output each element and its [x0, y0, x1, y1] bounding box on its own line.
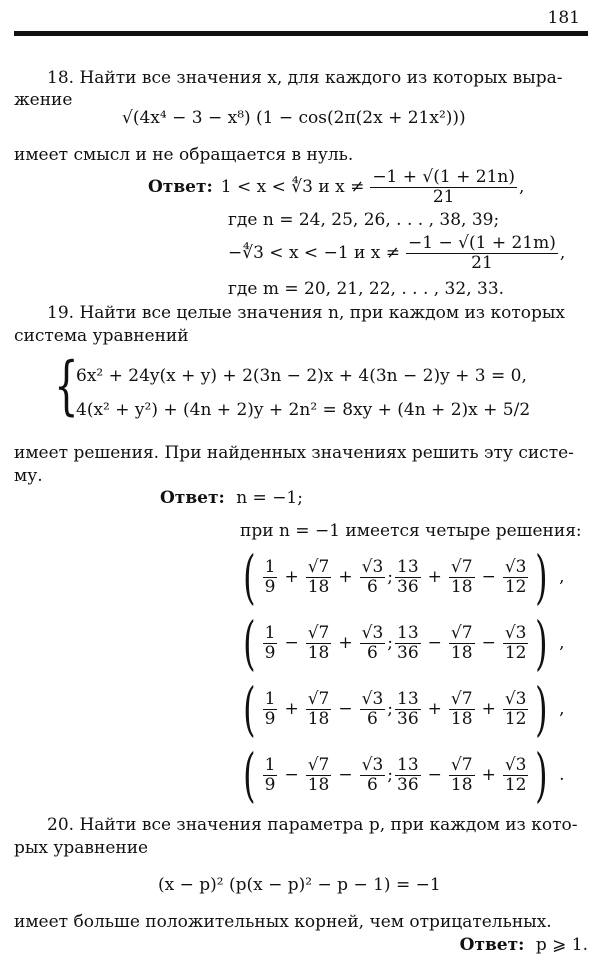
sign: − [427, 633, 442, 653]
fraction-13-36: $\frac{13}{36}$ [397, 688, 419, 729]
p19-answer [160, 488, 303, 508]
p18-intro-line1: 18. Найти все значения x, для каждого из которых выра- [47, 68, 563, 88]
fraction-1-9: $\frac{1}{9}$ [264, 622, 276, 663]
close-paren: ) [535, 543, 549, 611]
row-end: , [559, 633, 565, 653]
fraction-sqrt7-18: $\frac{√7}{18}$ [450, 688, 473, 729]
fraction-sqrt3-12: $\frac{√3}{12}$ [504, 556, 527, 597]
header-rule [14, 31, 588, 36]
p20-equation: (x − p)² (p(x − p)² − p − 1) = −1 [158, 875, 441, 895]
p18-answer-2-num: −1 − √(1 + 21m) [408, 233, 556, 253]
sign: + [284, 567, 299, 587]
solution-row [238, 675, 565, 743]
p19-answer-value: n = −1; [236, 488, 303, 508]
fraction-sqrt7-18: $\frac{√7}{18}$ [450, 622, 473, 663]
fraction-sqrt3-6: $\frac{√3}{6}$ [361, 754, 384, 795]
sign: + [284, 699, 299, 719]
separator: ; [387, 567, 394, 587]
sign: − [284, 765, 299, 785]
p18-answer-1-num: −1 + √(1 + 21n) [372, 167, 515, 187]
sign: + [481, 765, 496, 785]
fraction-sqrt3-6: $\frac{√3}{6}$ [361, 622, 384, 663]
p18-answer-2-where: где m = 20, 21, 22, . . . , 32, 33. [228, 279, 505, 299]
solution-row [238, 543, 565, 611]
p18-answer-2-fraction [406, 234, 558, 272]
fraction-13-36: $\frac{13}{36}$ [397, 556, 419, 597]
sign: − [338, 699, 353, 719]
fraction-1-9: $\frac{1}{9}$ [264, 556, 276, 597]
p19-intro-line1: 19. Найти все целые значения n, при каждом из которых [47, 303, 565, 323]
fraction-sqrt3-12: $\frac{√3}{12}$ [504, 688, 527, 729]
left-brace: { [54, 349, 79, 423]
fraction-sqrt7-18: $\frac{√7}{18}$ [450, 556, 473, 597]
close-paren: ) [535, 675, 549, 743]
open-paren: ( [243, 675, 256, 743]
p18-answer-1-where: где n = 24, 25, 26, . . . , 38, 39; [228, 210, 500, 230]
p19-answer-label: Ответ: [160, 488, 225, 508]
fraction-13-36: $\frac{13}{36}$ [397, 754, 419, 795]
p18-answer-1: Ответ: 1 < x < ∜3 и x ≠ $\frac{-1 + √(1 + 21n)}{21}$ , [148, 167, 525, 207]
p18-answer-1-left: 1 < x < ∜3 и x ≠ [220, 177, 365, 198]
sign: − [338, 765, 353, 785]
fraction-13-36: $\frac{13}{36}$ [397, 622, 419, 663]
separator: ; [387, 765, 394, 785]
p19-equation-2: 4(x² + y²) + (4n + 2)y + 2n² = 8xy + (4n + 2)x + 5/2 [76, 400, 531, 420]
separator: ; [387, 633, 394, 653]
fraction-sqrt7-18: $\frac{√7}{18}$ [307, 622, 330, 663]
p20-intro-line1: 20. Найти все значения параметра p, при каждом из кото- [47, 815, 578, 835]
sign: − [481, 567, 496, 587]
p20-intro-line2: рых уравнение [14, 838, 149, 858]
sign: − [481, 633, 496, 653]
row-end: , [559, 699, 565, 719]
p19-intro-line2: система уравнений [14, 326, 189, 346]
sign: + [427, 567, 442, 587]
p19-solutions-intro: при n = −1 имеется четыре решения: [240, 521, 582, 541]
page-number: 181 [547, 8, 580, 28]
p18-answer-2: −∜3 < x < −1 и x ≠ $\frac{-1 - √(1 + 21m)}{21}$ , [228, 233, 566, 273]
p18-answer-label: Ответ: [148, 177, 213, 198]
sign: − [427, 765, 442, 785]
row-end: , [559, 567, 565, 587]
fraction-sqrt7-18: $\frac{√7}{18}$ [307, 688, 330, 729]
p18-expression: √(4x⁴ − 3 − x⁸) (1 − cos(2π(2x + 21x²))) [122, 108, 466, 128]
p20-answer [460, 935, 588, 955]
sign: + [338, 633, 353, 653]
open-paren: ( [243, 543, 256, 611]
p19-equation-1: 6x² + 24y(x + y) + 2(3n − 2)x + 4(3n − 2)y + 3 = 0, [76, 366, 527, 386]
solution-row [238, 609, 565, 677]
p20-answer-label: Ответ: [459, 935, 525, 955]
sign: + [481, 699, 496, 719]
p18-answer-2-den: 21 [471, 252, 493, 273]
row-end: . [559, 765, 565, 785]
fraction-sqrt7-18: $\frac{√7}{18}$ [307, 556, 330, 597]
sign: + [338, 567, 353, 587]
p20-answer-value: p ⩾ 1. [535, 935, 588, 955]
fraction-sqrt3-12: $\frac{√3}{12}$ [504, 622, 527, 663]
p18-outro: имеет смысл и не обращается в нуль. [14, 145, 354, 165]
sign: − [284, 633, 299, 653]
sign: + [427, 699, 442, 719]
open-paren: ( [243, 609, 256, 677]
p18-intro-line2: жение [14, 90, 73, 110]
fraction-1-9: $\frac{1}{9}$ [264, 688, 276, 729]
fraction-sqrt7-18: $\frac{√7}{18}$ [450, 754, 473, 795]
fraction-sqrt3-12: $\frac{√3}{12}$ [504, 754, 527, 795]
fraction-1-9: $\frac{1}{9}$ [264, 754, 276, 795]
p18-answer-2-left: −∜3 < x < −1 и x ≠ [228, 243, 401, 264]
separator: ; [387, 699, 394, 719]
p19-outro-line2: му. [14, 466, 43, 486]
p18-answer-1-fraction [370, 168, 517, 206]
fraction-sqrt7-18: $\frac{√7}{18}$ [307, 754, 330, 795]
solution-row [238, 741, 565, 809]
p19-outro-line1: имеет решения. При найденных значениях решить эту систе- [14, 443, 574, 463]
close-paren: ) [535, 741, 549, 809]
close-paren: ) [535, 609, 549, 677]
fraction-sqrt3-6: $\frac{√3}{6}$ [361, 556, 384, 597]
open-paren: ( [243, 741, 256, 809]
p20-outro: имеет больше положительных корней, чем отрицательных. [14, 912, 552, 932]
fraction-sqrt3-6: $\frac{√3}{6}$ [361, 688, 384, 729]
p18-answer-1-den: 21 [432, 186, 455, 207]
